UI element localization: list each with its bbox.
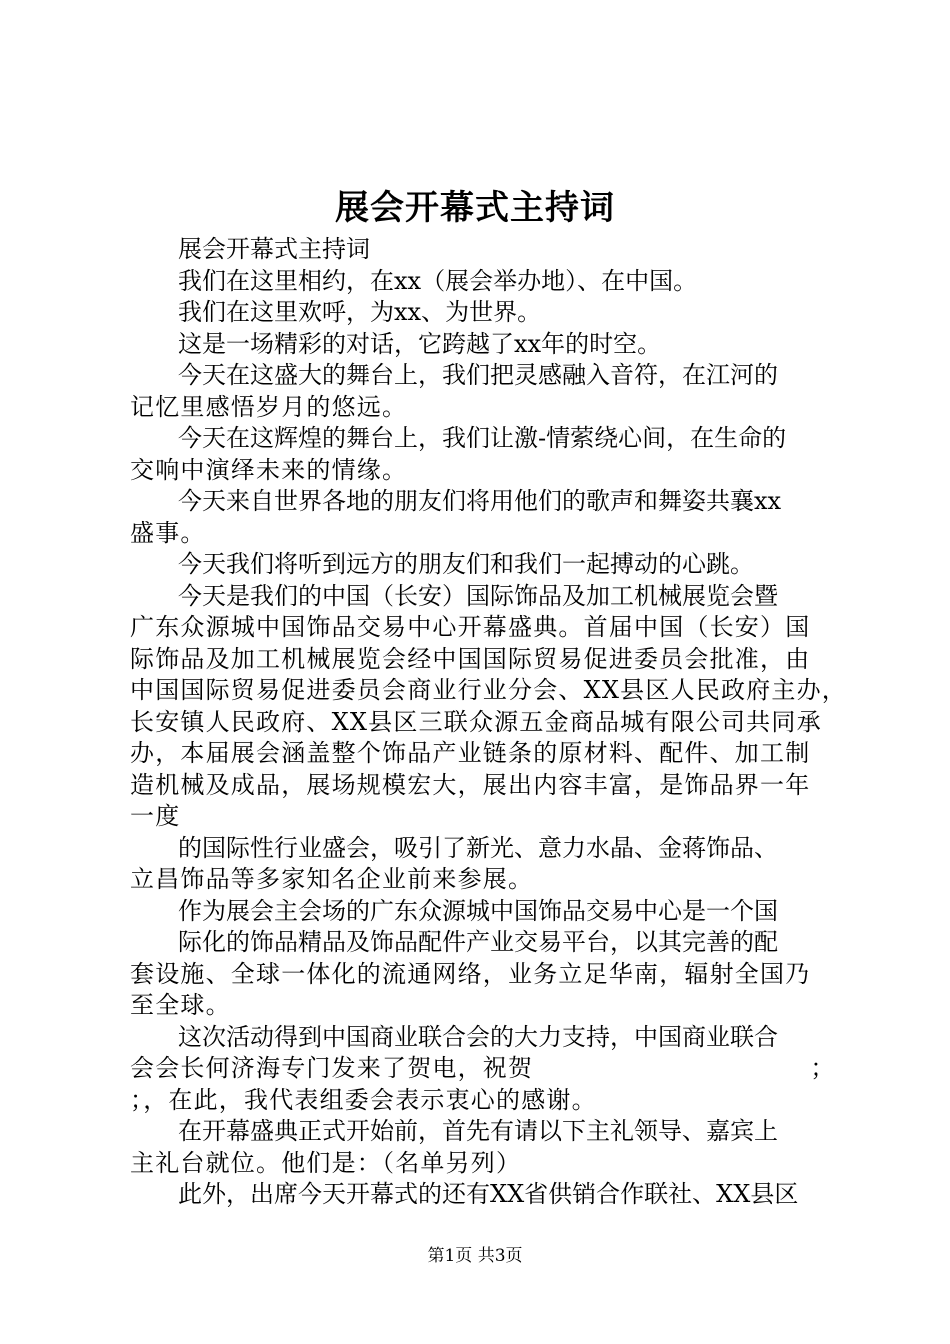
paragraph-line: 套设施、全球一体化的流通网络，业务立足华南，辐射全国乃 [130, 959, 811, 988]
paragraph-line: 今天来自世界各地的朋友们将用他们的歌声和舞姿共襄xx [178, 487, 782, 515]
paragraph-line: 记忆里感悟岁月的悠远。 [130, 392, 408, 421]
paragraph-line: 此外，出席今天开幕式的还有XX省供销合作联社、XX县区 [178, 1180, 799, 1208]
paragraph-line: ；，在此，我代表组委会表示衷心的感谢。 [130, 1085, 597, 1114]
paragraph-line: 展会开幕式主持词 [178, 235, 370, 263]
paragraph-line: 今天是我们的中国（长安）国际饰品及加工机械展览会暨 [178, 581, 778, 610]
paragraph-line: 一度 [130, 802, 181, 830]
paragraph-line: 长安镇人民政府、XX县区三联众源五金商品城有限公司共同承 [130, 707, 822, 736]
paragraph-line: 交响中演绎未来的情缘。 [130, 455, 408, 484]
paragraph-line: 今天在这辉煌的舞台上，我们让激-情萦绕心间，在生命的 [178, 424, 787, 452]
paragraph-line: 际饰品及加工机械展览会经中国国际贸易促进委员会批准，由 [130, 644, 811, 673]
paragraph-line: 盛事。 [130, 518, 206, 547]
document-title: 展会开幕式主持词 [335, 188, 615, 228]
paragraph-line: 主礼台就位。他们是：（名单另列） [130, 1148, 522, 1177]
paragraph-line: 广东众源城中国饰品交易中心开幕盛典。首届中国（长安）国 [130, 613, 811, 641]
paragraph-line: 际化的饰品精品及饰品配件产业交易平台，以其完善的配 [178, 928, 778, 956]
paragraph-line: 立昌饰品等多家知名企业前来参展。 [130, 865, 534, 893]
paragraph-line: 造机械及成品，展场规模宏大，展出内容丰富，是饰品界一年 [130, 770, 811, 799]
paragraph-line: 今天我们将听到远方的朋友们和我们一起搏动的心跳。 [178, 550, 754, 578]
paragraph-line: 这次活动得到中国商业联合会的大力支持，中国商业联合 [178, 1022, 778, 1051]
paragraph-line: 我们在这里欢呼，为xx、为世界。 [178, 298, 542, 326]
paragraph-line: 中国国际贸易促进委员会商业行业分会、XX县区人民政府主办， [130, 676, 847, 704]
paragraph-line: 的国际性行业盛会，吸引了新光、意力水晶、金蒋饰品、 [178, 833, 778, 862]
paragraph-line: 这是一场精彩的对话，它跨越了xx年的时空。 [178, 329, 662, 358]
paragraph-line: 至全球。 [130, 991, 231, 1019]
document-body [130, 234, 847, 1211]
paragraph-line: 办，本届展会涵盖整个饰品产业链条的原材料、配件、加工制 [130, 739, 811, 767]
paragraph-line: 今天在这盛大的舞台上，我们把灵感融入音符，在江河的 [178, 361, 778, 389]
page-footer: 第1页 共3页 [427, 1246, 523, 1266]
paragraph-line: 我们在这里相约，在xx（展会举办地）、在中国。 [178, 266, 698, 295]
paragraph-line: 作为展会主会场的广东众源城中国饰品交易中心是一个国 [178, 896, 778, 925]
paragraph-line: 在开幕盛典正式开始前，首先有请以下主礼领导、嘉宾上 [178, 1117, 778, 1145]
paragraph-line: 会会长何济海专门发来了贺电，祝贺 ； [130, 1054, 836, 1082]
